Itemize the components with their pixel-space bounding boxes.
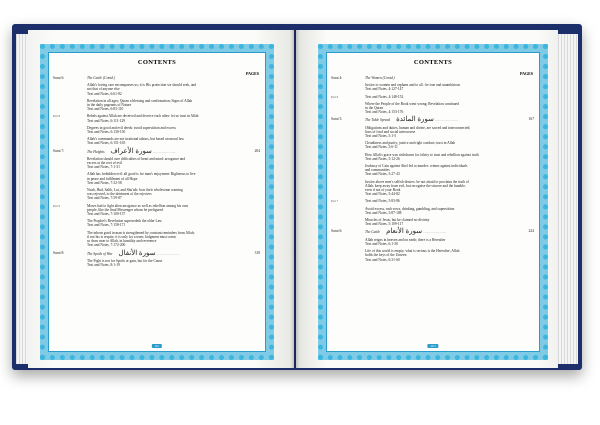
part-marker: Part 9: [53, 203, 61, 208]
contents-entry: [49, 157, 265, 170]
entry-line: Text and Notes, 4:148-152: [365, 94, 404, 99]
contents-entry: [49, 146, 265, 155]
entry-line: was rejected, to the detriment of the rejecters: [87, 192, 152, 197]
entry-line: excess at the root of evil: [87, 161, 123, 166]
entry-line: The Prophet's Revelation supersedeth the older Law: [87, 219, 162, 224]
contents-entry: [327, 238, 539, 246]
contents-entry: [49, 231, 265, 248]
entry-line: Noah, Hud, Salih, Lut, and Shu'aib: how their wholesome warning: [87, 188, 183, 193]
entry-line: Text and Notes, 6:31-60: [365, 257, 400, 262]
leader-dots: ..........................: [422, 230, 447, 235]
entry-line: Text and Notes, 6:151-165: [87, 141, 126, 146]
entry-line: Allah's loving care encompasses us; it is His protection we should seek, and: [87, 83, 197, 88]
entry-line: Text and Notes, 7:158-171: [87, 223, 126, 228]
part-marker: Part 7: [331, 199, 339, 204]
entry-line: in the daily pageants of Nature: [87, 103, 132, 108]
leader-dots: ..........................: [151, 149, 177, 154]
page-title: CONTENTS: [137, 59, 177, 66]
entry-line: Allah reigns in heaven and on earth; there is a Hereafter: [365, 237, 446, 242]
page-ref: 167: [528, 117, 534, 122]
entry-line: even if not of your Book: [365, 188, 401, 193]
contents-entry: [49, 83, 265, 96]
surah-number: Surat 6:: [53, 76, 65, 80]
surah-number: Surat 6:: [331, 229, 343, 234]
entry-line: Text and Notes, 5:12-26: [365, 156, 400, 161]
entry-line: so draw near to Allah, in humility and reverence: [87, 239, 157, 244]
entry-line: Text and Notes, 5:83-86: [365, 199, 400, 204]
leader-dots: ..........................: [433, 118, 459, 123]
surah-title: The Cattle (Contd.): [87, 76, 116, 80]
entry-line: Life of this world is empty; what is serious is the Hereafter; Allah: [365, 249, 460, 254]
entry-line: Text and Notes, 5:44-82: [365, 192, 400, 197]
part-marker: Part 8: [53, 114, 61, 119]
contents-entry: [49, 204, 265, 217]
entry-line: Allah's commands are not irrational taboos, but based on moral law: [87, 137, 184, 142]
entry-line: Revelation should cure difficulties of heart and mind: arrogance and: [87, 156, 186, 161]
contents-entry: [49, 219, 265, 227]
contents-list: [327, 76, 539, 265]
entry-line: How Allah's grace was withdrawn for falsity to trust and rebellion against truth: [365, 152, 479, 157]
entry-line: Rebels against Allah are deceived and deceive each other: let us trust in Allah: [87, 114, 199, 119]
page-ref: 204: [254, 148, 260, 153]
contents-entry: [49, 114, 265, 122]
entry-line: Text and Notes, 7:1-31: [87, 165, 120, 170]
contents-entry: [327, 218, 539, 226]
surah-arabic-title: سورة المائدة: [396, 115, 434, 124]
entry-line: Moses had to fight alien arrogance as well as rebellion among his own: [87, 203, 189, 208]
entry-line: Text and Notes, 4:127-147: [365, 87, 404, 92]
contents-entry: [327, 83, 539, 91]
contents-entry: [327, 117, 539, 122]
right-page-edges: [558, 34, 578, 364]
contents-entry: [49, 126, 265, 134]
contents-entry: [327, 207, 539, 215]
contents-entry: [327, 141, 539, 149]
entry-line: Text and Notes, 6:1-30: [365, 241, 398, 246]
entry-line: Text and Notes, 7:172-206: [87, 243, 126, 248]
surah-number: Surat 4:: [331, 76, 343, 80]
book-gutter: [290, 30, 300, 368]
entry-line: Jealousy of Cain against Abel led to murder: crimes against individuals: [365, 164, 468, 169]
entry-line: The inborn good in man is strengthened by constant reminders from Allah;: [87, 230, 195, 235]
page-number: xlvi: [427, 344, 438, 348]
surah-title: The Heights: [87, 149, 105, 154]
contents-entry: [49, 248, 265, 257]
surah-arabic-title: سورة الأنعام: [386, 227, 423, 236]
entry-line: people, like the final Messenger whom he prefigured: [87, 207, 164, 212]
pages-column-label: PAGES: [245, 71, 259, 76]
entry-line: Allah has forbidden evil: all good is for man's enjoyment: Righteous to live: [87, 172, 196, 177]
contents-entry: [327, 153, 539, 161]
entry-line: Text and Notes, 5:27-43: [365, 172, 400, 177]
part-marker: Part 6: [331, 94, 339, 99]
left-page-frame: [40, 44, 274, 360]
surah-number: Surat 8:: [53, 250, 65, 255]
contents-entry: [49, 76, 265, 80]
entry-line: Text and Notes, 7:59-87: [87, 196, 122, 201]
contents-entry: [327, 229, 539, 234]
entry-line: Revelation in all ages; Quran a blessing and confirmation; Signs of Allah: [87, 98, 193, 103]
entry-line: Text and Notes, 7:100-157: [87, 212, 126, 217]
contents-entry: [327, 199, 539, 203]
entry-line: Text and Notes, 8:1-19: [87, 262, 120, 267]
leader-dots: ..........................: [155, 251, 180, 256]
contents-entry: [49, 137, 265, 145]
contents-entry: [327, 126, 539, 139]
contents-entry: [49, 99, 265, 112]
page-number: xlv: [152, 344, 162, 348]
contents-entry: [327, 180, 539, 197]
entry-line: Miracles of Jesus, but he claimed no divinity: [365, 218, 430, 223]
page-ref: 224: [528, 229, 534, 234]
contents-entry: [327, 102, 539, 115]
right-page-content: [326, 52, 540, 352]
entry-line: not that of anyone else: [87, 87, 120, 92]
contents-entry: [49, 259, 265, 267]
entry-line: Allah: keep away from evil, but recognise the sincere and the humble,: [365, 183, 466, 188]
entry-line: Degrees in good and evil deeds: avoid superstition and excess: [87, 125, 176, 130]
surah-title: The Cattle: [365, 230, 381, 235]
entry-line: Text and Notes, 5:1-5: [365, 134, 397, 139]
entry-line: Text and Notes, 6:61-82: [87, 91, 122, 96]
surah-arabic-title: سورة الأنفال: [118, 248, 156, 257]
contents-entry: [327, 164, 539, 177]
surah-title: The Spoils of War: [87, 251, 113, 256]
surah-arabic-title: سورة الأعراف: [110, 146, 152, 155]
surah-title: The Women (Contd.): [365, 76, 395, 80]
entry-line: Text and Notes, 5:6-11: [365, 145, 398, 150]
right-page-frame: [318, 44, 548, 360]
entry-line: holds the keys of the Unseen: [365, 253, 407, 258]
left-page-content: [48, 52, 266, 352]
open-book: [12, 24, 584, 372]
contents-entry: [49, 172, 265, 185]
entry-line: Text and Notes, 6:83-110: [87, 107, 124, 112]
surah-title: The Table Spread: [365, 118, 391, 123]
entry-line: in the Quran: [365, 106, 383, 111]
entry-line: Text and Notes, 6:111-129: [87, 118, 126, 123]
contents-entry: [49, 188, 265, 201]
contents-entry: [327, 249, 539, 262]
entry-line: and communities: [365, 168, 390, 173]
entry-line: Obligations and duties, human and divine, are sacred and interconnected;: [365, 125, 471, 130]
entry-line: Text and Notes, 5:109-117: [365, 222, 404, 227]
surah-number: Surat 5:: [331, 117, 343, 122]
entry-line: Justice to women and orphans and to all : be true and unambitious: [365, 83, 461, 88]
contents-entry: [327, 76, 539, 80]
page-title: CONTENTS: [413, 59, 453, 66]
entry-line: if not his is respite, it is only for a term; Judgment must come;: [87, 234, 177, 239]
entry-line: Justice above men's selfish desires: be not afraid to proclaim the truth of: [365, 179, 469, 184]
surah-number: Surat 7:: [53, 148, 65, 153]
entry-line: Text and Notes, 7:32-58: [87, 180, 122, 185]
entry-line: Where the People of the Book went wrong; Revelation continued: [365, 101, 459, 106]
entry-line: The Fight is not for Spoils or gain, but for the Cause: [87, 258, 163, 263]
entry-line: Text and Notes, 5:87-108: [365, 210, 402, 215]
contents-list: [49, 76, 265, 270]
entry-line: Cleanliness and purity; justice and right conduct; trust in Allah: [365, 141, 456, 146]
page-ref: 318: [254, 250, 260, 255]
entry-line: laws of food and social intercourse: [365, 129, 416, 134]
entry-line: Avoid excess, rash vows, drinking, gambling, and superstition: [365, 206, 455, 211]
entry-line: in peace and fulfilment of all Hope: [87, 176, 138, 181]
entry-line: Text and Notes, 6:130-150: [87, 130, 126, 135]
contents-entry: [327, 95, 539, 99]
pages-column-label: PAGES: [519, 71, 533, 76]
entry-line: Text and Notes, 4:153-176: [365, 110, 404, 115]
